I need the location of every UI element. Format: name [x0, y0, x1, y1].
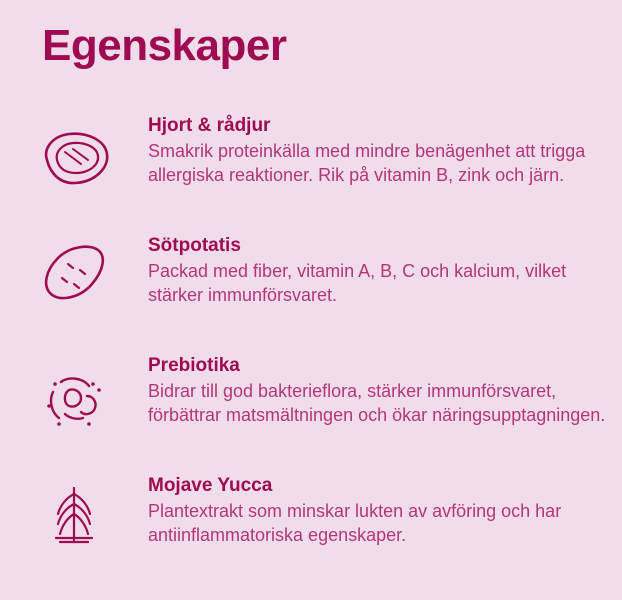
feature-icon-container [0, 100, 148, 188]
feature-text [148, 460, 606, 547]
feature-description: Plantextrakt som minskar lukten av avföring och har antiinflammatoriska egenskaper. [148, 500, 562, 545]
features-list [0, 100, 622, 570]
feature-icon-container [0, 460, 148, 546]
steak-icon [37, 130, 111, 188]
feature-title: Hjort & rådjur [148, 115, 271, 136]
yucca-plant-icon [42, 484, 106, 546]
feature-title: Mojave Yucca [148, 475, 273, 496]
feature-title: Prebiotika [148, 355, 240, 376]
feature-text [148, 340, 606, 427]
feature-text [148, 100, 606, 187]
page-title: Egenskaper [42, 21, 287, 70]
feature-title: Sötpotatis [148, 235, 241, 256]
list-item [0, 460, 622, 570]
feature-description: Packad med fiber, vitamin A, B, C och kalcium, vilket stärker immunförsvaret. [148, 260, 567, 305]
feature-icon-container [0, 220, 148, 304]
probiotic-bacteria-icon [39, 368, 109, 430]
feature-text [148, 220, 606, 307]
sweet-potato-icon [38, 242, 110, 304]
feature-icon-container [0, 340, 148, 430]
feature-description: Smakrik proteinkälla med mindre benägenhet att trigga allergiska reaktioner. Rik på vitamin B, zink och järn. [148, 140, 586, 185]
list-item [0, 220, 622, 330]
list-item [0, 100, 622, 210]
list-item [0, 340, 622, 450]
feature-description: Bidrar till god bakterieflora, stärker immunförsvaret, förbättrar matsmältningen och ökar näringsupptagningen. [148, 380, 606, 425]
